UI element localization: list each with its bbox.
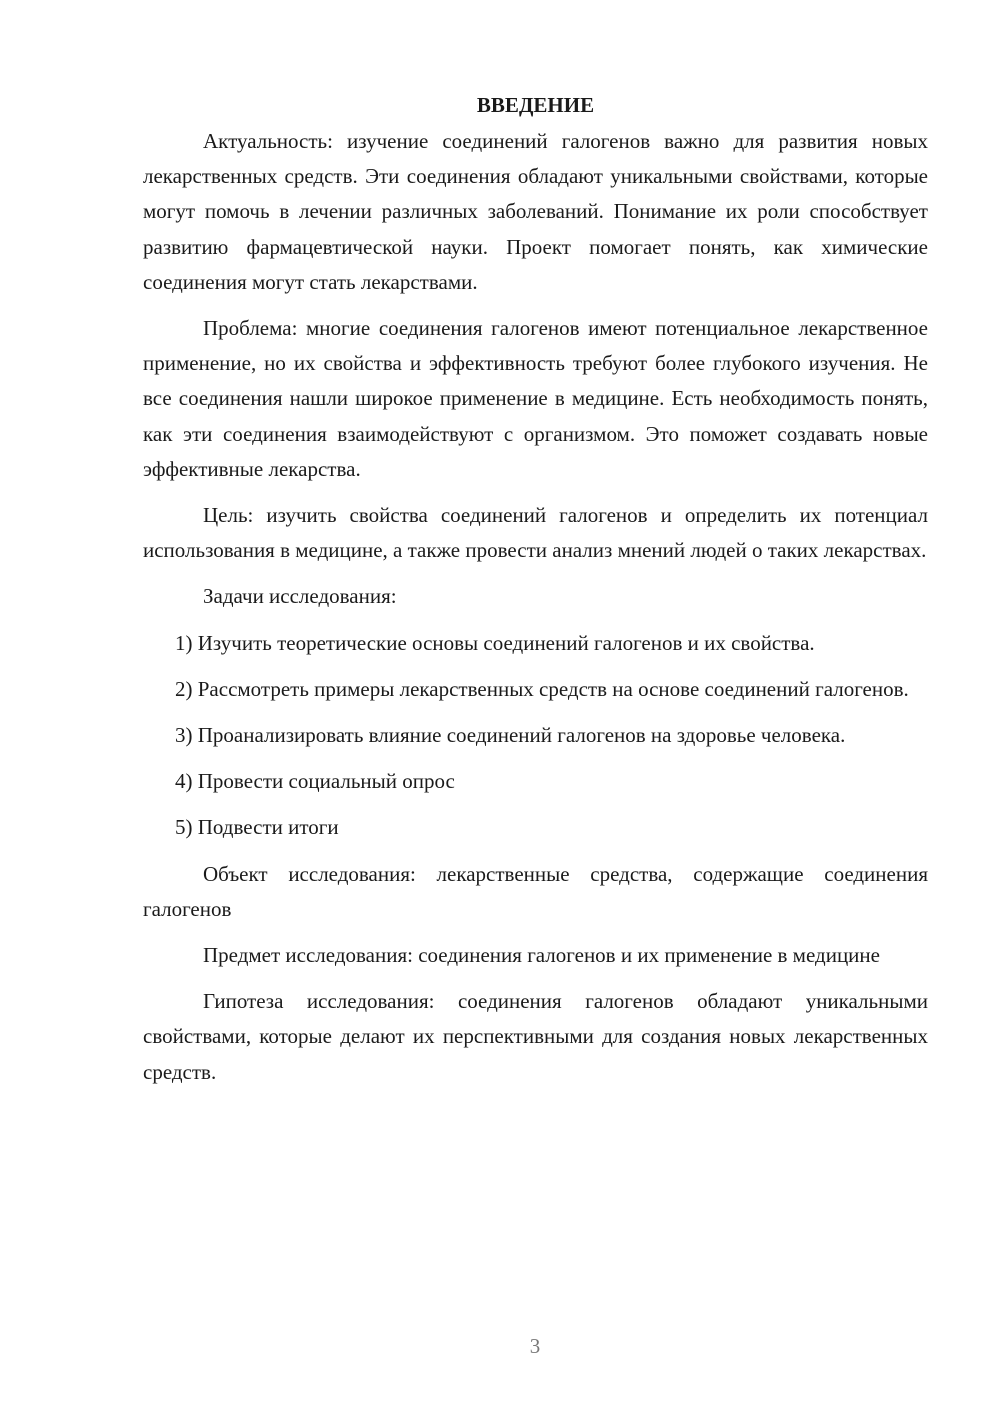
task-item-5: 5) Подвести итоги (175, 815, 339, 840)
paragraph-goal: Цель: изучить свойства соединений галогенов и определить их потенциал использования в медицине, а также провести анализ мнений людей о таких лекарствах. (143, 503, 928, 563)
paragraph-hypothesis: Гипотеза исследования: соединения галогенов обладают уникальными свойствами, которые делают их перспективными для создания новых лекарственных средств. (143, 989, 928, 1084)
paragraph-tasks-heading: Задачи исследования: (203, 584, 397, 609)
task-item-4: 4) Провести социальный опрос (175, 769, 455, 794)
paragraph-subject: Предмет исследования: соединения галогенов и их применение в медицине (203, 943, 880, 968)
task-item-3: 3) Проанализировать влияние соединений галогенов на здоровье человека. (175, 723, 846, 748)
page-number: 3 (529, 1334, 541, 1358)
page-title: ВВЕДЕНИЕ (476, 93, 595, 117)
task-item-1: 1) Изучить теоретические основы соединений галогенов и их свойства. (175, 630, 815, 655)
document-page (143, 88, 928, 1101)
paragraph-problem: Проблема: многие соединения галогенов имеют потенциальное лекарственное применение, но их свойства и эффективность требуют более глубокого изучения. Не все соединения нашли широкое применение в медицине. Есть необходимость понять, как эти соединения взаимодействуют с организмом. Это поможет создавать новые эффективные лекарства. (143, 316, 928, 481)
task-item-2: 2) Рассмотреть примеры лекарственных средств на основе соединений галогенов. (175, 676, 909, 701)
paragraph-object: Объект исследования: лекарственные средства, содержащие соединения галогенов (143, 861, 928, 921)
paragraph-relevance: Актуальность: изучение соединений галогенов важно для развития новых лекарственных средств. Эти соединения обладают уникальными свойствами, которые могут помочь в лечении различных заболеваний. Понимание их роли способствует развитию фармацевтической науки. Проект помогает понять, как химические соединения могут стать лекарствами. (143, 129, 928, 294)
